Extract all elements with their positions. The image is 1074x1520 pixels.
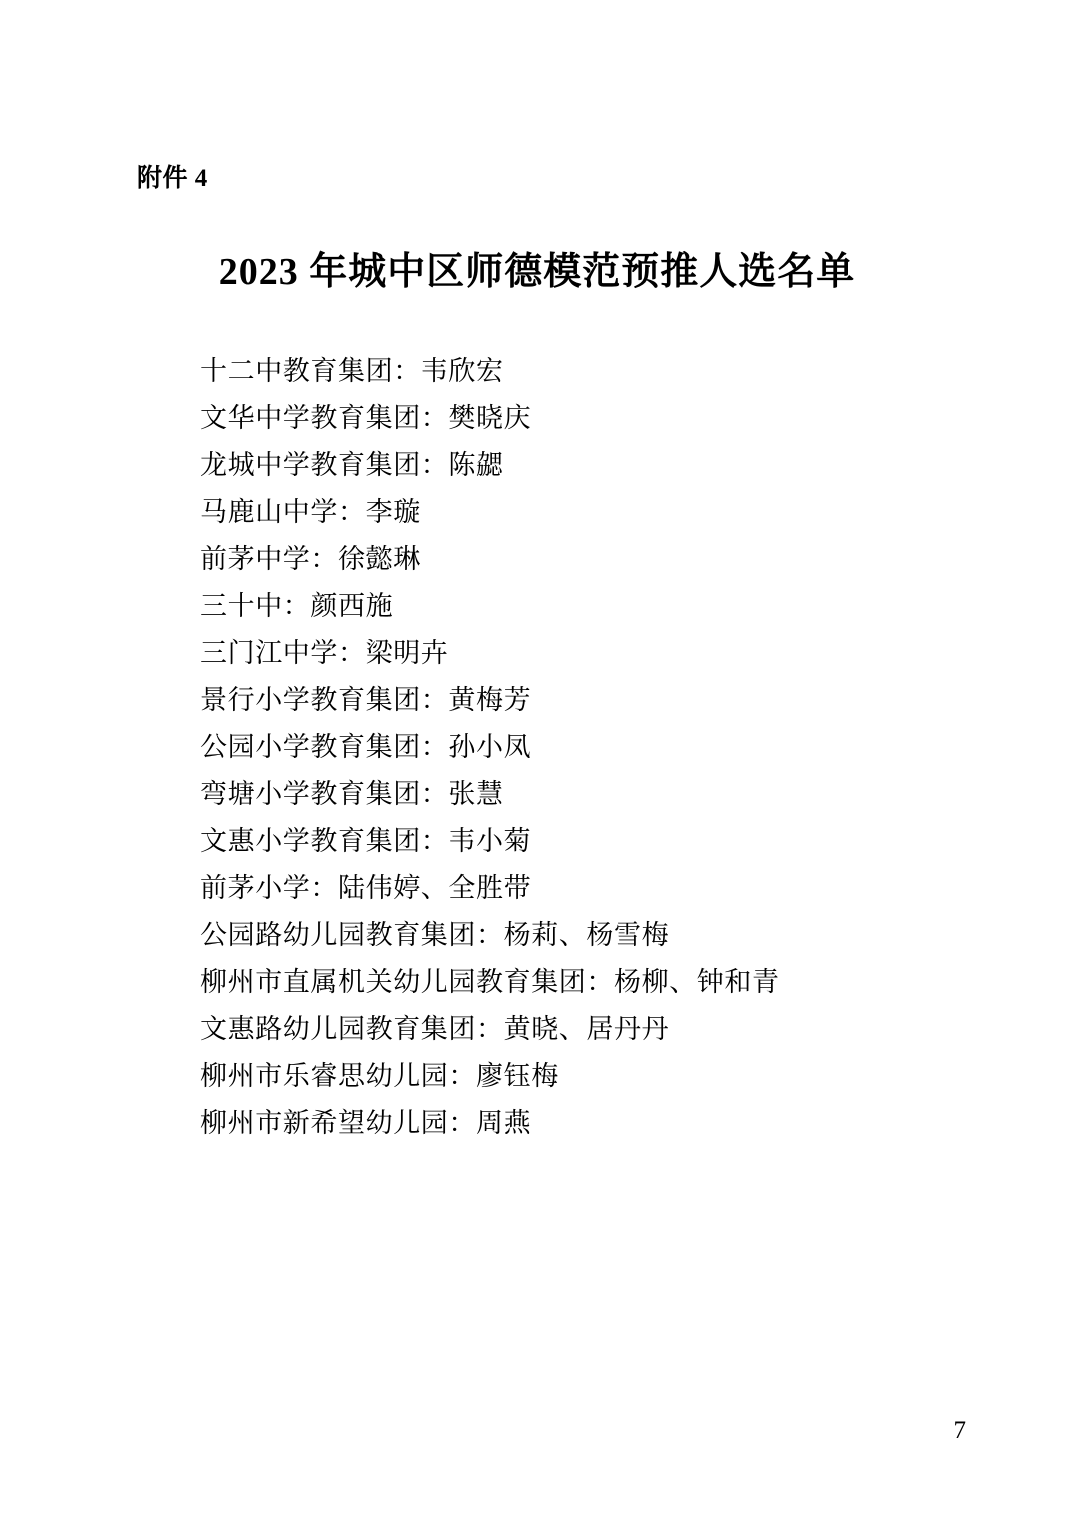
list-item: 三十中：颜西施: [200, 591, 394, 621]
page-title: 2023 年城中区师德模范预推人选名单: [218, 251, 856, 293]
list-item: 文惠路幼儿园教育集团：黄晓、居丹丹: [200, 1014, 670, 1044]
list-item: 前茅中学：徐懿琳: [200, 544, 421, 574]
list-item: 弯塘小学教育集团：张慧: [200, 779, 504, 809]
list-item: 公园小学教育集团：孙小凤: [200, 732, 532, 762]
list-item: 马鹿山中学：李璇: [200, 497, 421, 527]
list-item: 龙城中学教育集团：陈勰: [200, 450, 504, 480]
list-item: 柳州市新希望幼儿园：周燕: [200, 1108, 532, 1138]
list-item: 前茅小学：陆伟婷、全胜带: [200, 873, 532, 903]
list-item: 公园路幼儿园教育集团：杨莉、杨雪梅: [200, 920, 670, 950]
name-list: [200, 348, 1000, 1147]
list-item: 柳州市直属机关幼儿园教育集团：杨柳、钟和青: [200, 967, 780, 997]
list-item: 文惠小学教育集团：韦小菊: [200, 826, 532, 856]
list-item: 景行小学教育集团：黄梅芳: [200, 685, 532, 715]
list-item: 文华中学教育集团：樊晓庆: [200, 403, 532, 433]
page-number: 7: [953, 1417, 966, 1444]
list-item: 柳州市乐睿思幼儿园：廖钰梅: [200, 1061, 559, 1091]
list-item: 十二中教育集团：韦欣宏: [200, 356, 504, 386]
list-item: 三门江中学：梁明卉: [200, 638, 449, 668]
attachment-label: 附件 4: [137, 165, 208, 192]
